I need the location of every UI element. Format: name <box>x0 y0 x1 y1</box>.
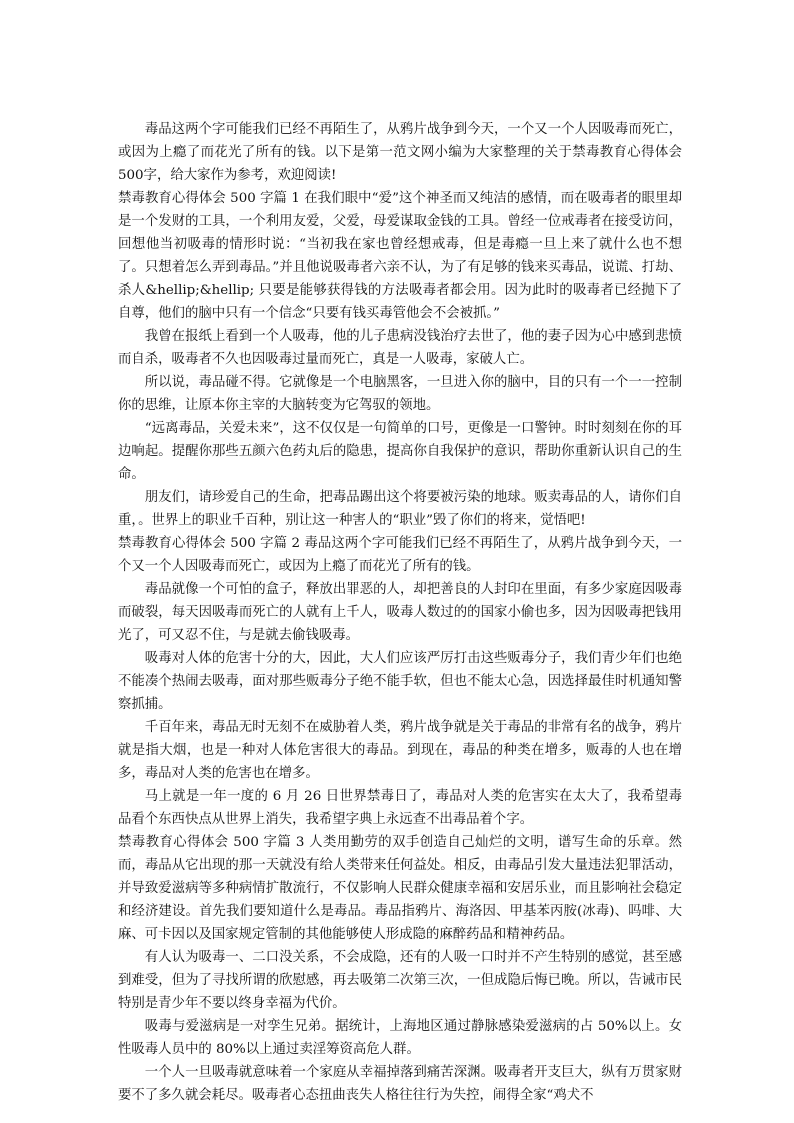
paragraph: 所以说，毒品碰不得。它就像是一个电脑黑客，一旦进入你的脑中，目的只有一个一一控制你的思维，让原本你主宰的大脑转变为它驾驭的领地。 <box>118 375 682 413</box>
section-3-text: 人类用勤劳的双手创造自己灿烂的文明，谱写生命的乐章。然而，毒品从它出现的那一天就没有给人类带来任何益处。相反，由毒品引发大量违法犯罪活动，并导致爱滋病等多种病情扩散流行，不仅影响人民群众健康幸福和安居乐业，而且影响社会稳定和经济建设。首先我们要知道什么是毒品。毒品指鸦片、海洛因、甲基苯丙胺(冰毒)、吗啡、大麻、可卡因以及国家规定管制的其他能够使人形成隐的麻醉药品和精神药品。 <box>118 835 682 942</box>
paragraph: 马上就是一年一度的 6 月 26 日世界禁毒日了，毒品对人类的危害实在太大了，我希望毒品看个东西快点从世界上消失，我希望字典上永远查不出毒品着个字。 <box>118 789 682 827</box>
paragraph: 一个人一旦吸毒就意味着一个家庭从幸福掉落到痛苦深渊。吸毒者开支巨大，纵有万贯家财要不了多久就会耗尽。吸毒者心态扭曲丧失人格往往行为失控，闹得全家“鸡犬不 <box>118 1065 682 1103</box>
paragraph: 吸毒对人体的危害十分的大，因此，大人们应该严厉打击这些贩毒分子，我们青少年们也绝不能凑个热闹去吸毒，面对那些贩毒分子绝不能手软，但也不能太心急，因选择最佳时机通知警察抓捕。 <box>118 651 682 712</box>
section-1-text: 在我们眼中“爱”这个神圣而又纯洁的感情，而在吸毒者的眼里却是一个发财的工具，一个利用友爱，父爱，母爱谋取金钱的工具。曾经一位戒毒者在接受访问，回想他当初吸毒的情形时说：“当初我在家也曾经想戒毒，但是毒瘾一旦上来了就什么也不想了。只想着怎么弄到毒品。”并且他说吸毒者六亲不认，为了有足够的钱来买毒品，说谎、打劫、杀人&hellip;&hellip; 只要是能够获得钱的方法吸毒者都会用。因为此时的吸毒者已经抛下了自尊，他们的脑中只有一个信念“只要有钱买毒管他会不会被抓。” <box>118 191 682 321</box>
paragraph-section-1 <box>118 187 682 325</box>
paragraph: 毒品就像一个可怕的盒子，释放出罪恶的人，却把善良的人封印在里面，有多少家庭因吸毒而破裂，每天因吸毒而死亡的人就有上千人，吸毒人数过的的国家小偷也多，因为因吸毒把钱用光了，可又忍不住，与是就去偷钱吸毒。 <box>118 582 682 643</box>
paragraph: 千百年来，毒品无时无刻不在威胁着人类，鸦片战争就是关于毒品的非常有名的战争，鸦片就是指大烟，也是一种对人体危害很大的毒品。到现在，毒品的种类在增多，贩毒的人也在增多，毒品对人类的危害也在增多。 <box>118 720 682 781</box>
section-heading-1: 禁毒教育心得体会 500 字篇 1 <box>118 191 300 206</box>
paragraph-intro: 毒品这两个字可能我们已经不再陌生了，从鸦片战争到今天，一个又一个人因吸毒而死亡，或因为上瘾了而花光了所有的钱。以下是第一范文网小编为大家整理的关于禁毒教育心得体会500字，给大家作为参考，欢迎阅读! <box>118 122 682 183</box>
paragraph: 吸毒与爱滋病是一对孪生兄弟。据统计，上海地区通过静脉感染爱滋病的占 50%以上。女性吸毒人员中的 80%以上通过卖淫筹资高危人群。 <box>118 1019 682 1057</box>
paragraph: 朋友们，请珍爱自己的生命，把毒品踢出这个将要被污染的地球。贩卖毒品的人，请你们自重，。世界上的职业千百种，别让这一种害人的“职业”毁了你们的将来，觉悟吧! <box>118 490 682 528</box>
section-2-text: 毒品这两个字可能我们已经不再陌生了，从鸦片战争到今天，一个又一个人因吸毒而死亡，或因为上瘾了而花光了所有的钱。 <box>118 536 682 574</box>
paragraph: 我曾在报纸上看到一个人吸毒，他的儿子患病没钱治疗去世了，他的妻子因为心中感到悲愤而自杀，吸毒者不久也因吸毒过量而死亡，真是一人吸毒，家破人亡。 <box>118 329 682 367</box>
paragraph: “远离毒品，关爱未来”，这不仅仅是一句简单的口号，更像是一口警钟。时时刻刻在你的耳边响起。提醒你那些五颜六色药丸后的隐患，提高你自我保护的意识，帮助你重新认识自己的生命。 <box>118 421 682 482</box>
paragraph-section-3 <box>118 831 682 946</box>
section-heading-3: 禁毒教育心得体会 500 字篇 3 <box>118 835 305 850</box>
document-body <box>118 118 682 1107</box>
paragraph: 有人认为吸毒一、二口没关系，不会成隐，还有的人吸一口时并不产生特别的感觉，甚至感到难受，但为了寻找所谓的欣慰感，再去吸第二次第三次，一但成隐后悔已晚。所以，告诫市民特别是青少年不要以终身幸福为代价。 <box>118 950 682 1011</box>
paragraph-section-2 <box>118 532 682 578</box>
section-heading-2: 禁毒教育心得体会 500 字篇 2 <box>118 536 301 551</box>
